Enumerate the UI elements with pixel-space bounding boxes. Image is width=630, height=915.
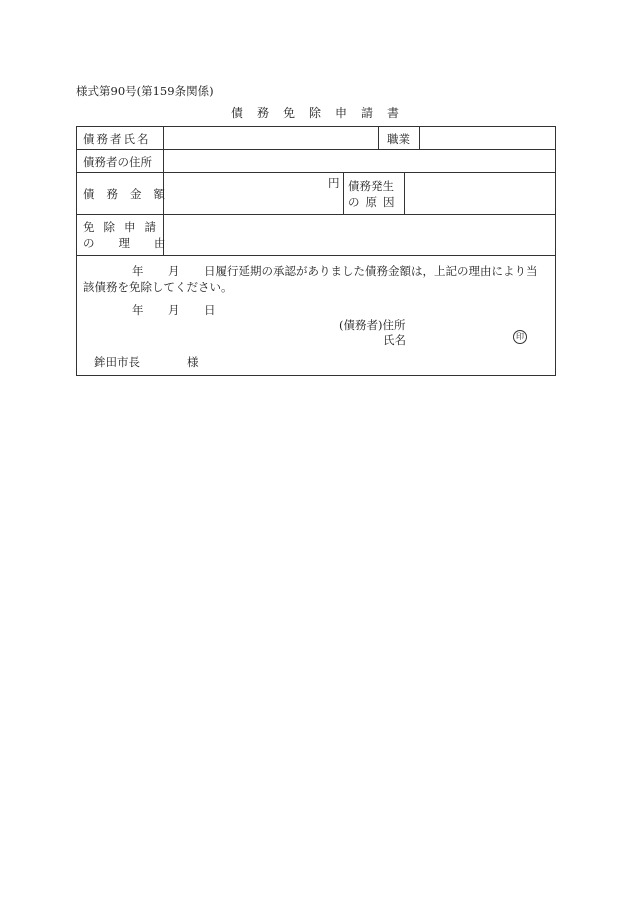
row-divider bbox=[77, 214, 555, 215]
recipient-addressee: 鉾田市長 bbox=[94, 355, 140, 369]
debt-cause-field[interactable] bbox=[410, 177, 550, 209]
form-number-label: 様式第90号(第159条関係) bbox=[76, 84, 214, 98]
occupation-field[interactable] bbox=[424, 130, 550, 146]
column-divider bbox=[404, 172, 405, 214]
occupation-label: 職業 bbox=[387, 132, 410, 146]
recipient-honorific: 様 bbox=[187, 355, 199, 369]
seal-stamp-icon: 印 bbox=[513, 330, 527, 344]
date-year-label: 年 bbox=[132, 303, 144, 317]
statement-body-line1: 日履行延期の承認がありました債務金額は，上記の理由により当 bbox=[204, 264, 538, 278]
debtor-name-field[interactable] bbox=[186, 131, 262, 145]
debtor-name-label: 債務者氏名 bbox=[83, 132, 151, 146]
statement-body-line2: 該債務を免除してください。 bbox=[83, 280, 233, 294]
column-divider bbox=[163, 149, 164, 172]
column-divider bbox=[343, 172, 344, 214]
debt-cause-label-line1: 債務発生 bbox=[348, 179, 394, 193]
document-title bbox=[0, 104, 630, 121]
column-divider bbox=[378, 127, 379, 149]
debt-amount-label bbox=[83, 186, 177, 202]
date-month-label: 月 bbox=[168, 303, 180, 317]
exemption-reason-label-line1: 免除申請 bbox=[83, 220, 165, 234]
statement-month-label: 月 bbox=[168, 264, 180, 278]
statement-year-label: 年 bbox=[132, 264, 144, 278]
applicant-address-label: (債務者)住所 bbox=[339, 318, 406, 332]
column-divider bbox=[163, 127, 164, 149]
yen-unit: 円 bbox=[328, 176, 340, 190]
row-divider bbox=[77, 255, 555, 256]
row-divider bbox=[77, 172, 555, 173]
date-day-label: 日 bbox=[204, 303, 216, 317]
row-divider bbox=[77, 149, 555, 150]
debtor-address-label: 債務者の住所 bbox=[83, 155, 152, 169]
debtor-address-field[interactable] bbox=[169, 153, 549, 169]
debt-cause-label-line2: の原因 bbox=[348, 195, 401, 209]
exemption-reason-field[interactable] bbox=[169, 219, 549, 251]
application-form-table bbox=[76, 126, 556, 376]
applicant-name-label: 氏名 bbox=[383, 333, 406, 347]
exemption-reason-label-line2: の理由 bbox=[83, 236, 190, 250]
debt-amount-label-text: 債務金額 bbox=[83, 187, 177, 201]
document-title-text: 債務免除申請書 bbox=[230, 106, 413, 120]
debt-amount-field[interactable] bbox=[169, 177, 329, 209]
column-divider bbox=[419, 127, 420, 149]
